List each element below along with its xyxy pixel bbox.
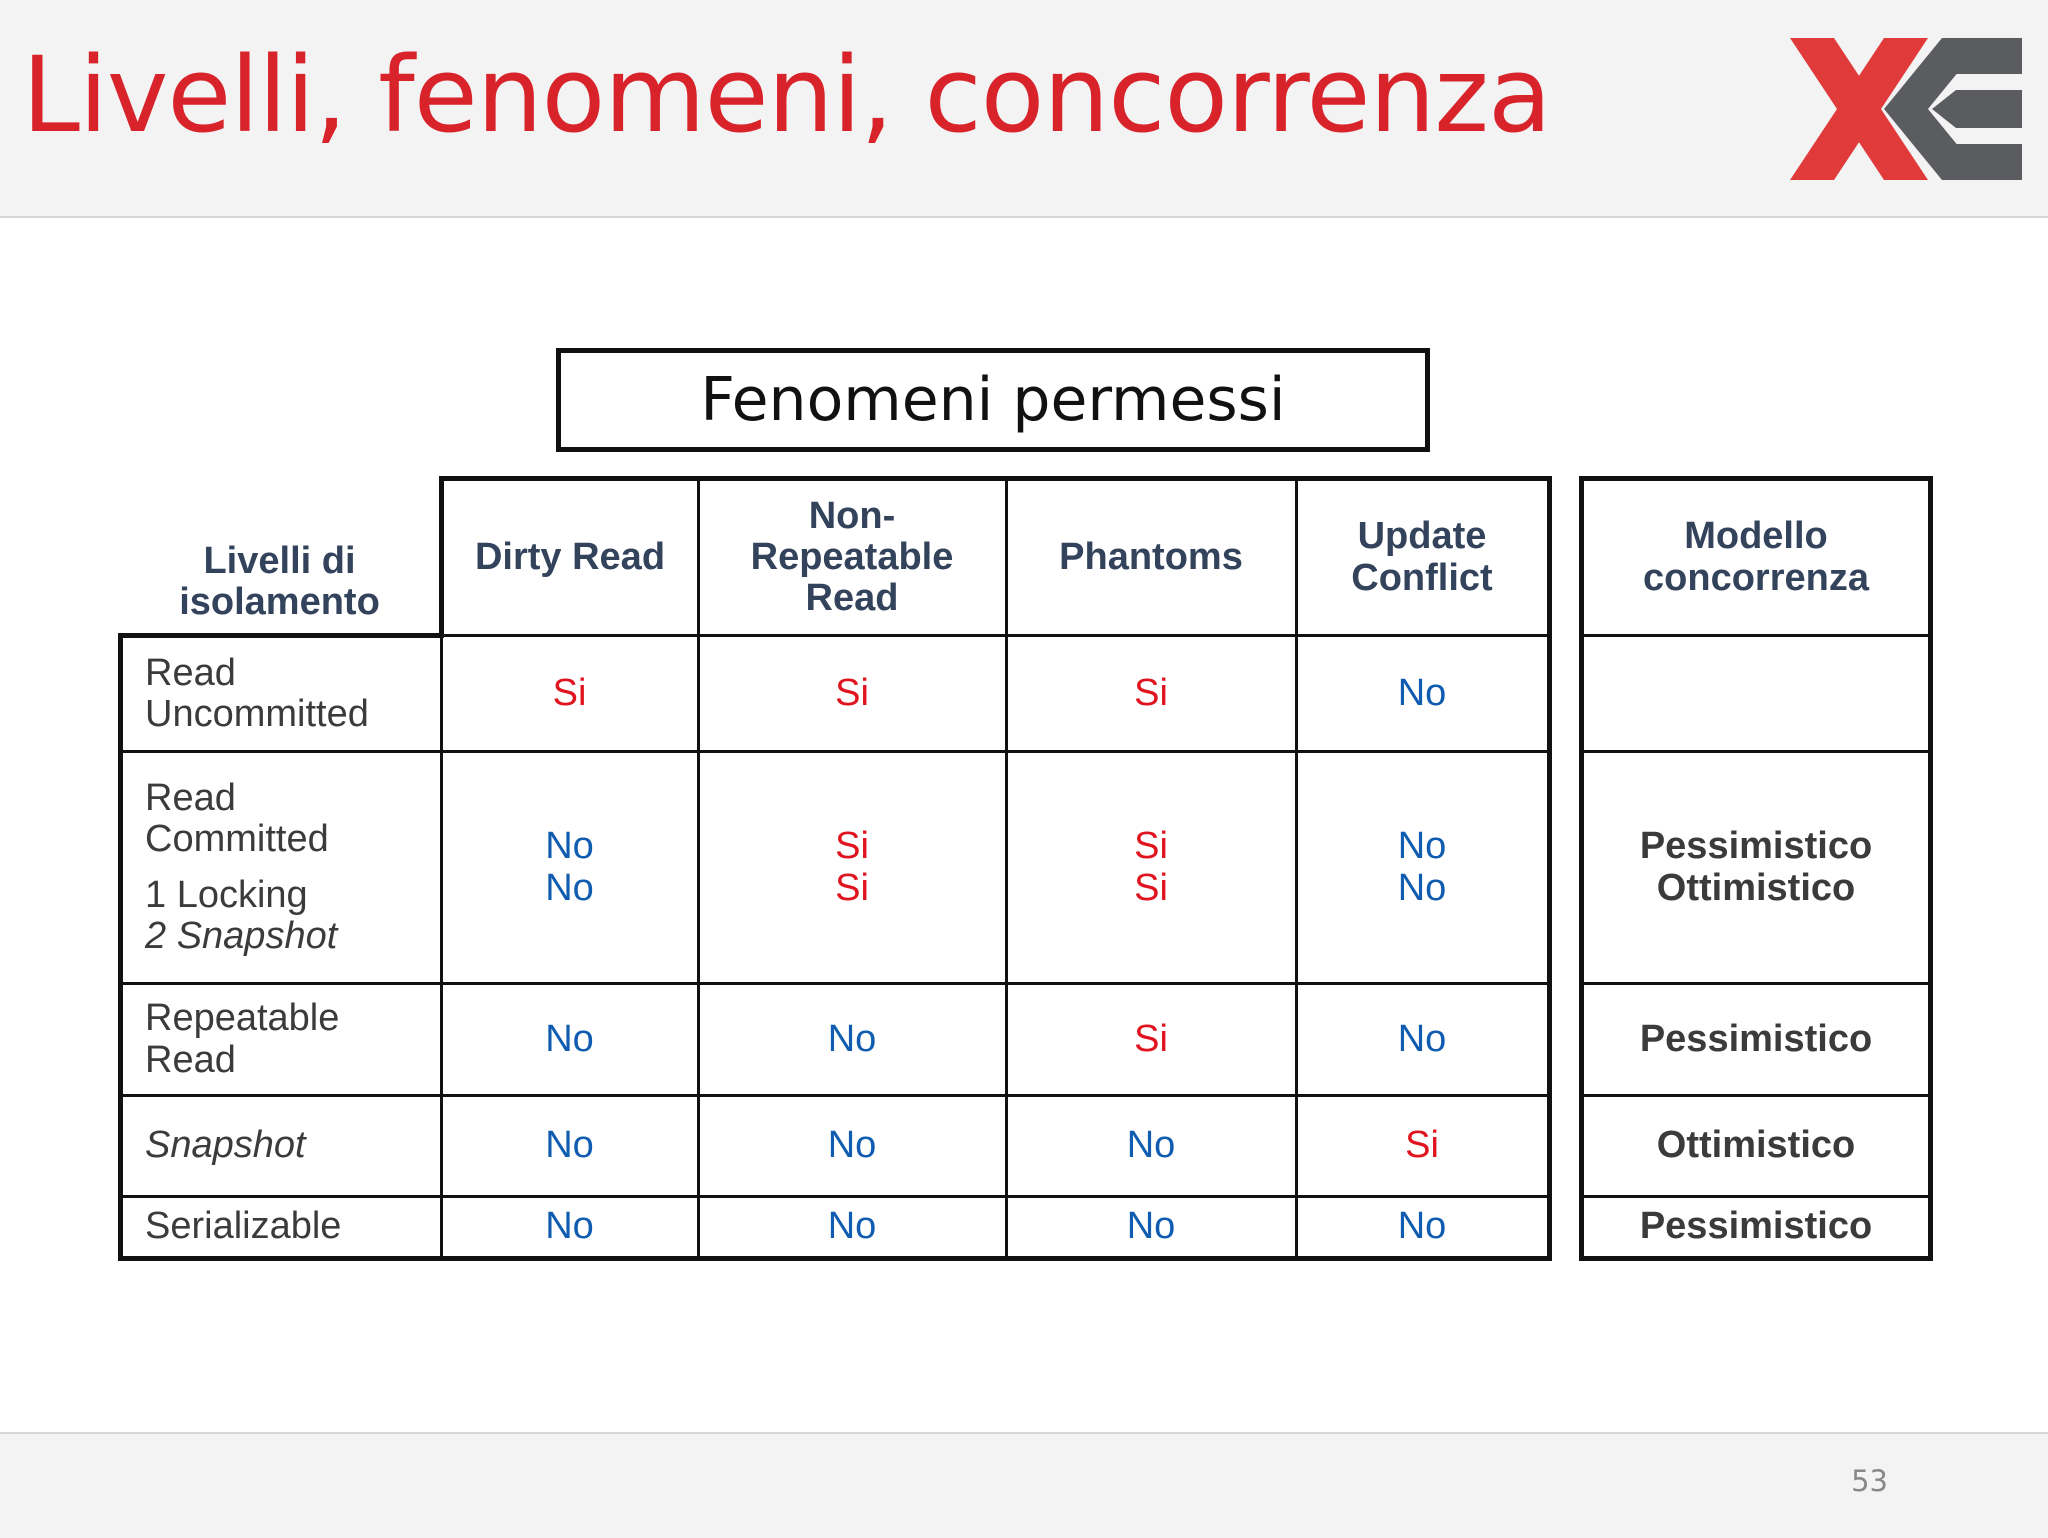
value-cell: No No [441,752,698,984]
table-row [121,752,1550,984]
table-caption: Fenomeni permessi [556,348,1430,452]
level-read-uncommitted: Read Uncommitted [121,636,442,752]
value-cell: Si [698,636,1006,752]
row-header-title: Livelli di isolamento [179,539,380,623]
value-cell: No No [1296,752,1549,984]
table-row [121,1197,1550,1259]
table-row [121,636,1550,752]
column-header-dirty-read: Dirty Read [441,479,698,636]
value-cell: Si Si [1006,752,1296,984]
column-header-non-repeatable-read: Non- Repeatable Read [698,479,1006,636]
column-header-phantoms: Phantoms [1006,479,1296,636]
slide-title: Livelli, fenomeni, concorrenza [22,34,1551,156]
value-cell: No [441,1096,698,1197]
concurrency-model-table [1579,476,1933,1261]
value-cell: Si [1006,636,1296,752]
value-cell: Si Si [698,752,1006,984]
value-cell: No [1296,984,1549,1096]
value-cell: No [1296,636,1549,752]
table-header-row [121,479,1550,636]
page-number: 53 [1851,1464,1888,1498]
table-row [121,984,1550,1096]
level-snapshot: Snapshot [121,1096,442,1197]
value-cell: No [1296,1197,1549,1259]
column-header-update-conflict: Update Conflict [1296,479,1549,636]
value-cell: Si [1296,1096,1549,1197]
value-cell: No [698,1096,1006,1197]
value-cell: No [441,984,698,1096]
level-serializable: Serializable [121,1197,442,1259]
value-cell: No [1006,1197,1296,1259]
level-repeatable-read: Repeatable Read [121,984,442,1096]
value-cell: Si [441,636,698,752]
model-cell [1582,636,1931,752]
isolation-levels-table [118,476,1552,1261]
model-cell: Pessimistico [1582,1197,1931,1259]
company-logo [1790,38,2022,180]
model-cell: Pessimistico Ottimistico [1582,752,1931,984]
slide-footer [0,1432,2048,1538]
value-cell: No [698,984,1006,1096]
level-read-committed: Read Committed 1 Locking 2 Snapshot [121,752,442,984]
value-cell: Si [1006,984,1296,1096]
value-cell: No [698,1197,1006,1259]
value-cell: No [1006,1096,1296,1197]
value-cell: No [441,1197,698,1259]
table-row [121,1096,1550,1197]
model-header: Modello concorrenza [1582,479,1931,636]
slide-header [0,0,2048,218]
model-cell: Ottimistico [1582,1096,1931,1197]
model-cell: Pessimistico [1582,984,1931,1096]
